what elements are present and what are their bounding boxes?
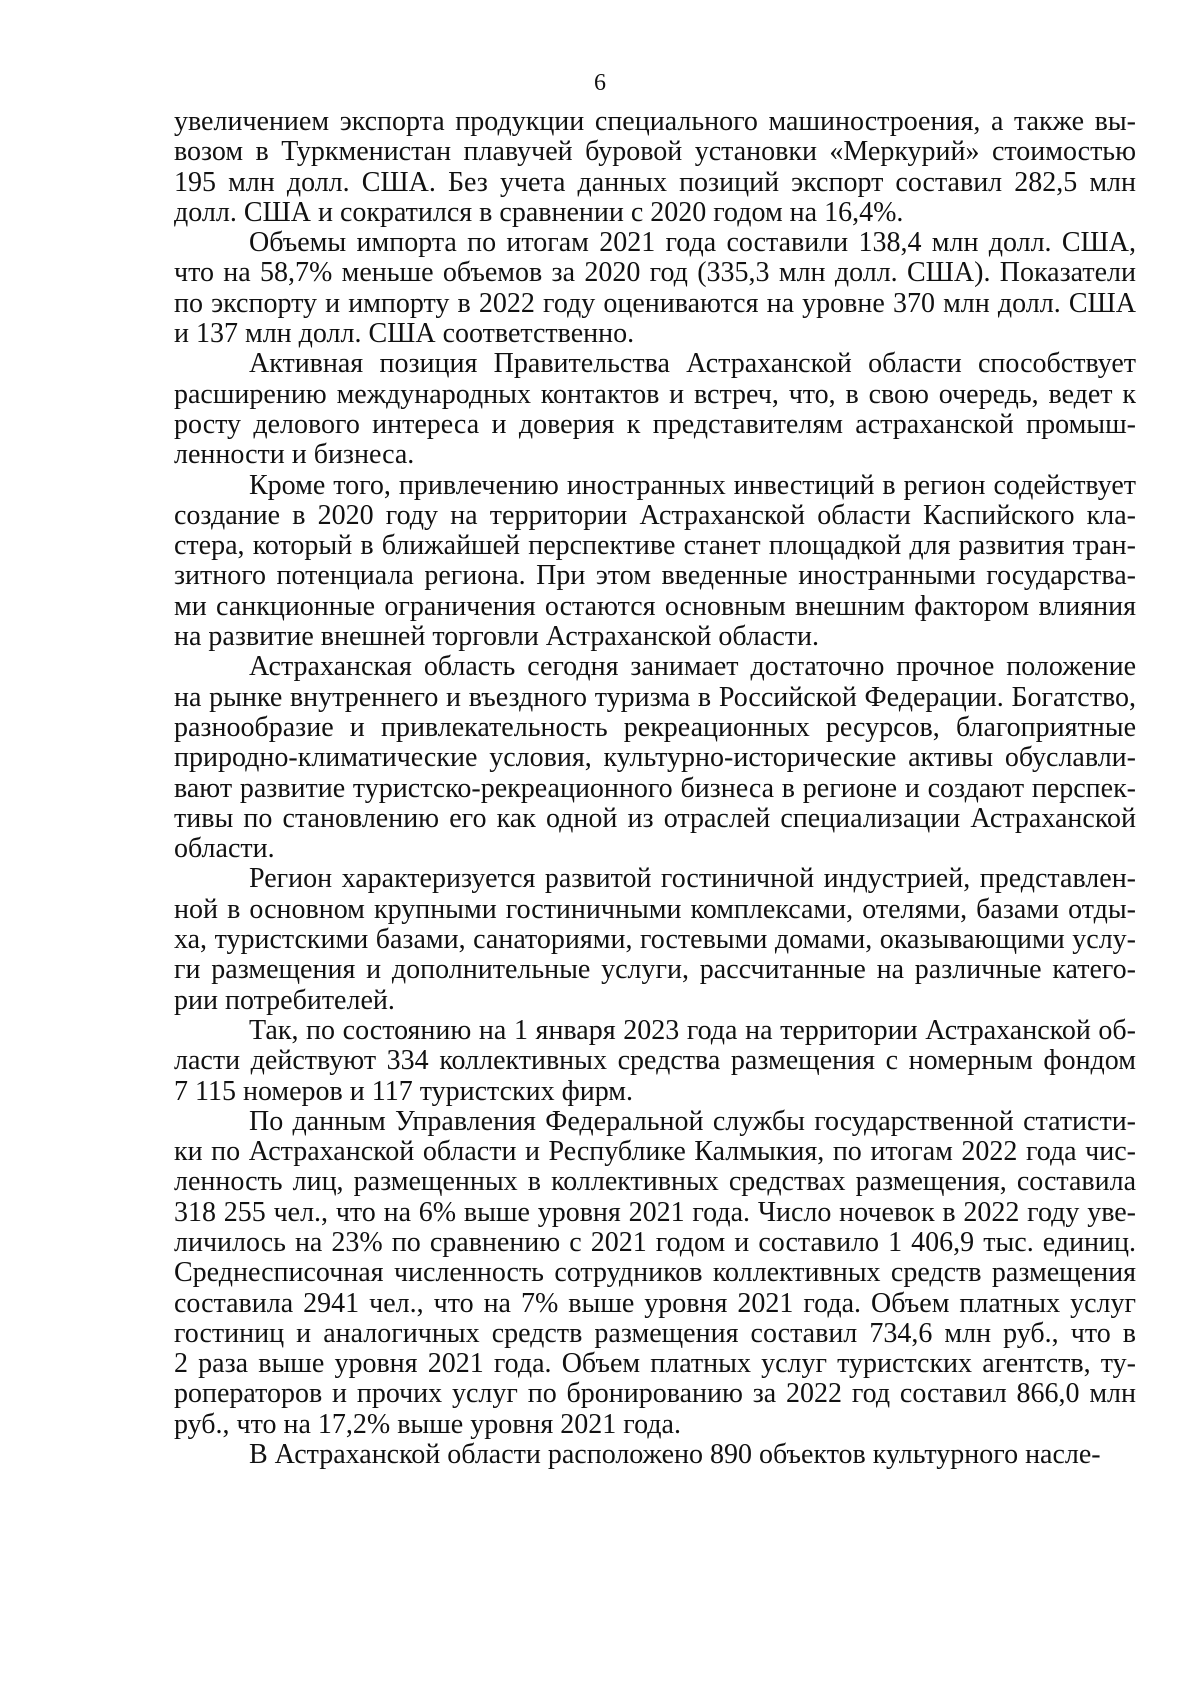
text-line: росту делового интереса и доверия к представителям астраханской промыш-: [174, 408, 1136, 440]
text-line: разнообразие и привлекательность рекреационных ресурсов, благоприятные: [174, 711, 1136, 743]
text-line: зитного потенциала региона. При этом введенные иностранными государства-: [174, 560, 1136, 592]
text-line: 318 255 чел., что на 6% выше уровня 2021 года. Число ночевок в 2022 году уве-: [174, 1196, 1136, 1228]
text-line: что на 58,7% меньше объемов за 2020 год (335,3 млн долл. США). Показатели: [174, 257, 1136, 289]
text-line: ленность лиц, размещенных в коллективных средствах размещения, составила: [174, 1166, 1136, 1198]
text-line: области.: [174, 833, 275, 865]
text-line: В Астраханской области расположено 890 объектов культурного насле-: [249, 1439, 1101, 1471]
text-line: на рынке внутреннего и въездного туризма в Российской Федерации. Богатство,: [174, 681, 1136, 713]
text-line: по экспорту и импорту в 2022 году оцениваются на уровне 370 млн долл. США: [174, 287, 1136, 319]
text-line: рии потребителей.: [174, 984, 395, 1016]
paragraph: [174, 652, 1136, 864]
page-number: 6: [594, 70, 606, 96]
paragraph: [174, 471, 1136, 653]
paragraph: [174, 1440, 1136, 1470]
text-line: увеличением экспорта продукции специального машиностроения, а также вы-: [174, 106, 1136, 137]
text-line: ха, туристскими базами, санаториями, гостевыми домами, оказывающими услу-: [174, 924, 1136, 956]
text-line: стера, который в ближайшей перспективе станет площадкой для развития тран-: [174, 530, 1136, 562]
paragraph: [174, 1107, 1136, 1440]
text-line: 7 115 номеров и 117 туристских фирм.: [174, 1075, 634, 1107]
text-line: По данным Управления Федеральной службы государственной статисти-: [249, 1105, 1136, 1137]
text-line: на развитие внешней торговли Астраханской области.: [174, 621, 819, 653]
text-line: Кроме того, привлечению иностранных инвестиций в регион содействует: [249, 469, 1136, 501]
text-line: ми санкционные ограничения остаются основным внешним фактором влияния: [174, 590, 1136, 622]
text-line: ласти действуют 334 коллективных средства размещения с номерным фондом: [174, 1045, 1136, 1077]
paragraph: [174, 1016, 1136, 1107]
paragraph: [174, 107, 1136, 228]
text-line: составила 2941 чел., что на 7% выше уровня 2021 года. Объем платных услуг: [174, 1287, 1136, 1319]
paragraph: [174, 349, 1136, 470]
paragraph: [174, 864, 1136, 1015]
text-line: Среднесписочная численность сотрудников коллективных средств размещения: [174, 1257, 1136, 1289]
text-line: роператоров и прочих услуг по бронированию за 2022 год составил 866,0 млн: [174, 1378, 1136, 1410]
text-line: ги размещения и дополнительные услуги, рассчитанные на различные катего-: [174, 954, 1136, 986]
text-line: Так, по состоянию на 1 января 2023 года на территории Астраханской об-: [249, 1014, 1136, 1046]
text-line: 195 млн долл. США. Без учета данных позиций экспорт составил 282,5 млн: [174, 166, 1136, 198]
text-line: Объемы импорта по итогам 2021 года составили 138,4 млн долл. США,: [249, 227, 1136, 259]
document-body: [174, 107, 1136, 1470]
text-line: Астраханская область сегодня занимает достаточно прочное положение: [249, 651, 1136, 683]
text-line: тивы по становлению его как одной из отраслей специализации Астраханской: [174, 802, 1136, 834]
text-line: возом в Туркменистан плавучей буровой установки «Меркурий» стоимостью: [174, 136, 1136, 168]
text-line: создание в 2020 году на территории Астраханской области Каспийского кла-: [174, 499, 1136, 531]
text-line: Активная позиция Правительства Астраханской области способствует: [249, 348, 1136, 380]
text-line: расширению международных контактов и встреч, что, в свою очередь, ведет к: [174, 378, 1136, 410]
text-line: вают развитие туристско-рекреационного бизнеса в регионе и создают перспек-: [174, 772, 1136, 804]
text-line: ки по Астраханской области и Республике Калмыкия, по итогам 2022 года чис-: [174, 1136, 1136, 1168]
text-line: долл. США и сократился в сравнении с 2020 годом на 16,4%.: [174, 196, 904, 228]
text-line: гостиниц и аналогичных средств размещения составил 734,6 млн руб., что в: [174, 1317, 1136, 1349]
text-line: 2 раза выше уровня 2021 года. Объем платных услуг туристских агентств, ту-: [174, 1348, 1136, 1380]
text-line: природно-климатические условия, культурно-исторические активы обуславли-: [174, 742, 1136, 774]
text-line: руб., что на 17,2% выше уровня 2021 года.: [174, 1408, 681, 1440]
text-line: и 137 млн долл. США соответственно.: [174, 318, 635, 350]
text-line: ной в основном крупными гостиничными комплексами, отелями, базами отды-: [174, 893, 1136, 925]
text-line: личилось на 23% по сравнению с 2021 годом и составило 1 406,9 тыс. единиц.: [174, 1226, 1136, 1258]
paragraph: [174, 228, 1136, 349]
text-line: Регион характеризуется развитой гостиничной индустрией, представлен-: [249, 863, 1136, 895]
text-line: ленности и бизнеса.: [174, 439, 415, 471]
